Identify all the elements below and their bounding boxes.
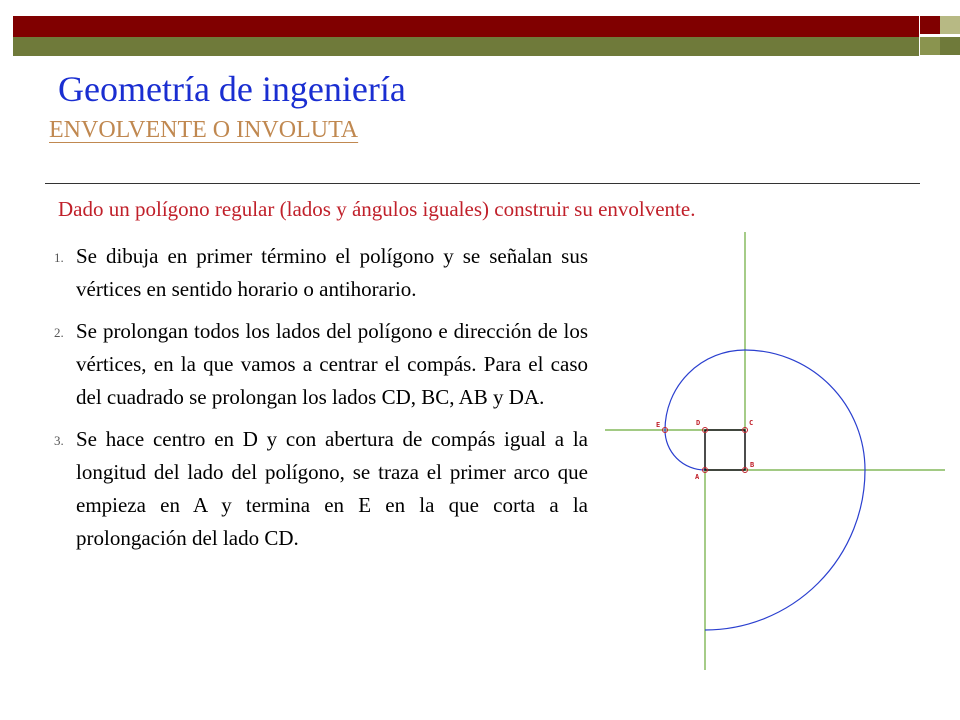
step-item (48, 240, 588, 306)
label-d: D (696, 419, 701, 427)
corner-square-bottom-right (940, 37, 960, 55)
construction-lines (605, 232, 945, 670)
corner-square-top-left (920, 16, 940, 34)
label-b: B (750, 461, 755, 469)
step-text: Se dibuja en primer término el polígono y se señalan sus vértices en sentido horario o antihorario. (76, 244, 588, 301)
involute-curve (665, 350, 865, 630)
header-bar-red (13, 16, 919, 37)
step-text: Se prolongan todos los lados del polígono e dirección de los vértices, en la que vamos a centrar el compás. Para el caso del cuadrado se prolongan los lados CD, BC, AB y DA. (76, 319, 588, 409)
label-e: E (656, 421, 661, 429)
slide-title: Geometría de ingeniería (58, 69, 406, 109)
divider (45, 183, 920, 184)
header-decoration (0, 0, 960, 75)
step-item (48, 315, 588, 414)
header-bar-olive (13, 37, 919, 56)
step-number: 1. (54, 250, 64, 265)
step-number: 3. (54, 433, 64, 448)
corner-square-top-right (940, 16, 960, 34)
label-c: C (749, 419, 754, 427)
slide-subtitle: ENVOLVENTE O INVOLUTA (49, 117, 359, 143)
intro-text: Dado un polígono regular (lados y ángulos iguales) construir su envolvente. (58, 197, 696, 221)
label-a: A (695, 473, 700, 481)
step-item (48, 423, 588, 555)
step-text: Se hace centro en D y con abertura de compás igual a la longitud del lado del polígono, se traza el primer arco que empieza en A y termina en E en la que corta a la prolongación del lado CD. (76, 427, 588, 550)
step-number: 2. (54, 325, 64, 340)
square-polygon (705, 430, 745, 470)
involute-diagram (600, 228, 950, 673)
corner-square-bottom-left (920, 37, 940, 55)
steps-list (48, 240, 588, 564)
